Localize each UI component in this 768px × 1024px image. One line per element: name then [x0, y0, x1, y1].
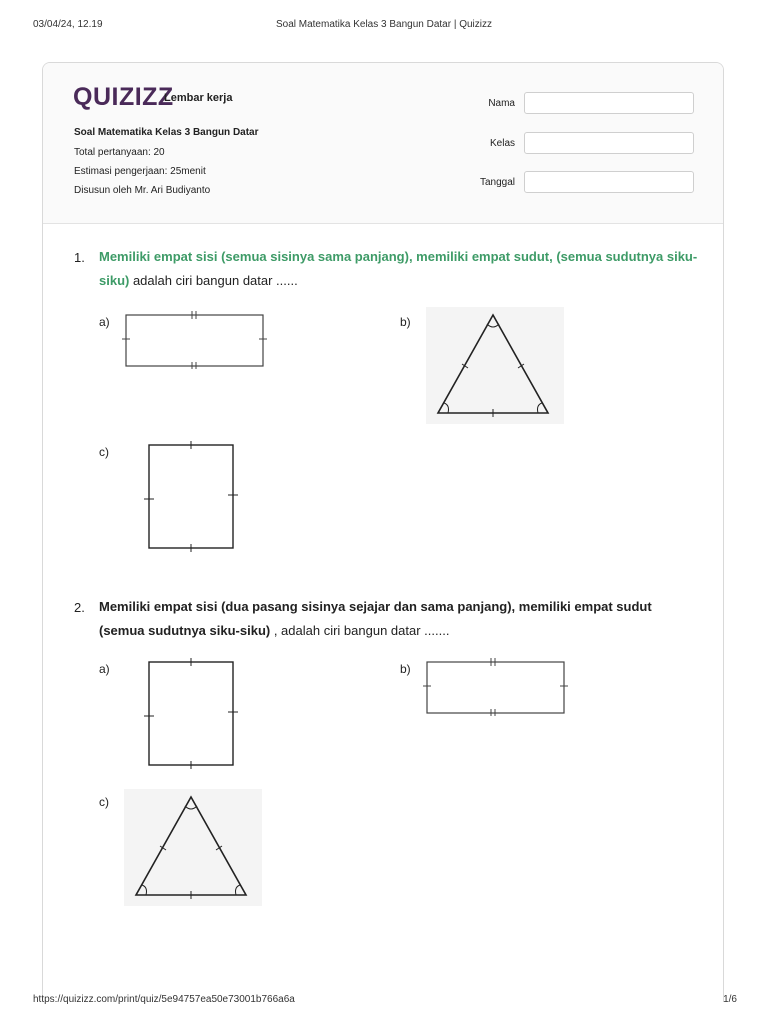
question-1-rest: adalah ciri bangun datar ...... — [129, 273, 298, 288]
rectangle-shape — [422, 656, 570, 716]
question-1-text — [99, 245, 699, 293]
tanggal-input[interactable] — [524, 171, 694, 193]
question-2-number: 2. — [74, 600, 85, 615]
worksheet-header — [43, 63, 723, 224]
author: Disusun oleh Mr. Ari Budiyanto — [74, 185, 211, 196]
q2-option-b-label: b) — [400, 662, 411, 676]
print-datetime: 03/04/24, 12.19 — [33, 19, 103, 30]
triangle-shape — [124, 789, 262, 906]
print-page-number: 1/6 — [723, 994, 737, 1005]
worksheet-label: Lembar kerja — [164, 92, 233, 104]
triangle-shape — [426, 307, 564, 424]
q1-option-a-label: a) — [99, 315, 110, 329]
print-page-title: Soal Matematika Kelas 3 Bangun Datar | Quizizz — [275, 19, 493, 30]
print-header — [0, 19, 768, 33]
nama-input[interactable] — [524, 92, 694, 114]
question-2-rest: , adalah ciri bangun datar ....... — [270, 623, 450, 638]
kelas-label: Kelas — [489, 138, 515, 149]
q2-option-c-label: c) — [99, 795, 109, 809]
quiz-title: Soal Matematika Kelas 3 Bangun Datar — [74, 127, 259, 138]
estimated-time: Estimasi pengerjaan: 25menit — [74, 166, 206, 177]
tanggal-label: Tanggal — [479, 177, 515, 188]
question-1-bold: Memiliki empat sisi (semua sisinya sama panjang), memiliki empat sudut, (semua sudutnya siku-siku) — [99, 249, 698, 288]
question-1-number: 1. — [74, 250, 85, 265]
q1-option-b-label: b) — [400, 315, 411, 329]
worksheet — [42, 62, 724, 1002]
kelas-input[interactable] — [524, 132, 694, 154]
total-questions: Total pertanyaan: 20 — [74, 147, 165, 158]
question-2-text — [99, 595, 699, 643]
square-shape — [141, 656, 241, 772]
q1-option-c-label: c) — [99, 445, 109, 459]
quizizz-logo: QUIZIZZ — [73, 83, 174, 111]
print-url: https://quizizz.com/print/quiz/5e94757ea50e73001b766a6a — [33, 994, 295, 1005]
rectangle-shape — [121, 309, 269, 369]
question-2-bold: Memiliki empat sisi (dua pasang sisinya sejajar dan sama panjang), memiliki empat sudut (semua sudutnya siku-siku) — [99, 599, 652, 638]
q2-option-a-label: a) — [99, 662, 110, 676]
print-footer — [0, 994, 768, 1008]
nama-label: Nama — [488, 98, 515, 109]
square-shape — [141, 439, 241, 555]
